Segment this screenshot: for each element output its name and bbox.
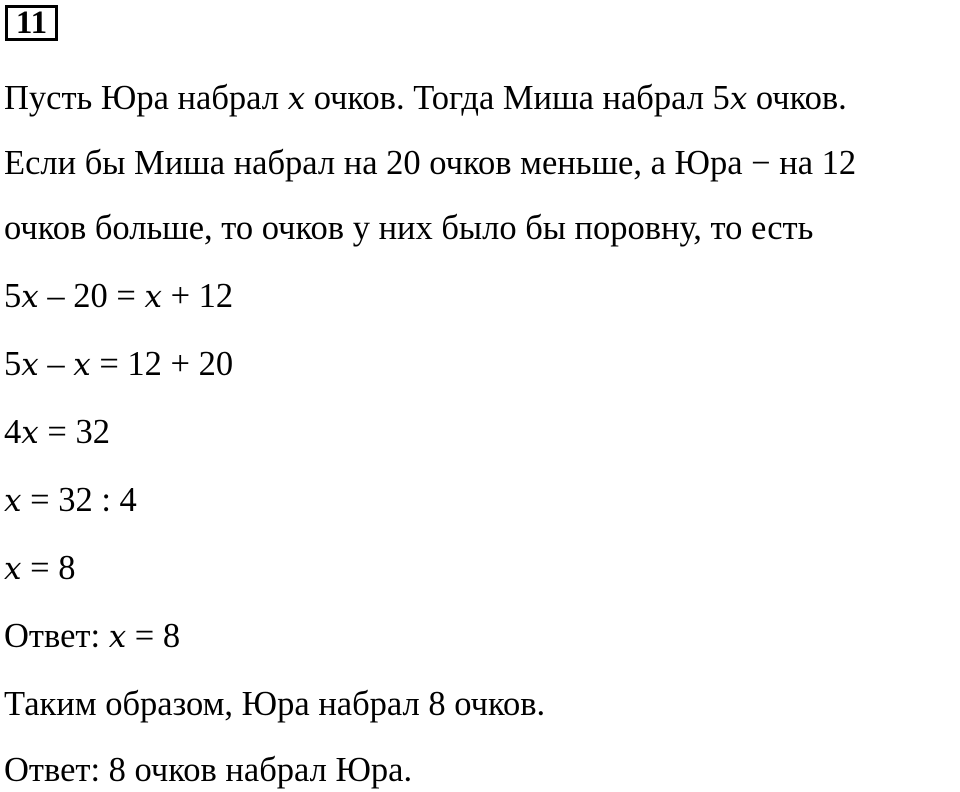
text-segment: Пусть Юра набрал xyxy=(4,79,288,117)
text-line: Если бы Миша набрал на 20 очков меньше, а Юра − на 12 xyxy=(4,144,857,182)
math-variable: x xyxy=(73,347,91,383)
math-variable: x xyxy=(21,347,39,383)
equation-line xyxy=(4,412,110,453)
math-variable: x xyxy=(21,415,39,451)
text-segment: 4 xyxy=(4,413,22,451)
text-segment: = 12 + 20 xyxy=(90,345,234,383)
text-line xyxy=(4,78,847,119)
math-variable: x xyxy=(729,81,748,117)
text-segment: Ответ: xyxy=(4,617,109,655)
math-variable: x xyxy=(108,619,127,655)
math-variable: x xyxy=(287,81,306,117)
text-segment: – xyxy=(38,345,74,383)
equation-line xyxy=(4,276,233,317)
text-segment: + 12 xyxy=(161,277,234,315)
text-line: очков больше, то очков у них было бы поровну, то есть xyxy=(4,209,814,247)
answer-line: Ответ: 8 очков набрал Юра. xyxy=(4,751,413,789)
math-variable: x xyxy=(4,483,22,519)
math-variable: x xyxy=(144,279,162,315)
text-segment: – 20 = xyxy=(38,277,145,315)
text-segment: 5 xyxy=(4,277,22,315)
equation-line xyxy=(4,480,137,521)
text-segment: 5 xyxy=(4,345,22,383)
equation-line xyxy=(4,548,75,589)
text-segment: = 32 xyxy=(38,413,110,451)
text-segment: = 8 xyxy=(126,617,181,655)
answer-line xyxy=(4,616,180,657)
text-segment: = 8 xyxy=(21,549,76,587)
equation-line xyxy=(4,344,233,385)
math-variable: x xyxy=(4,551,22,587)
text-segment: очков. xyxy=(747,79,847,117)
text-segment: очков. Тогда Миша набрал 5 xyxy=(305,79,730,117)
text-line: Таким образом, Юра набрал 8 очков. xyxy=(4,685,546,723)
problem-number: 11 xyxy=(5,5,58,41)
math-variable: x xyxy=(21,279,39,315)
text-segment: = 32 : 4 xyxy=(21,481,137,519)
